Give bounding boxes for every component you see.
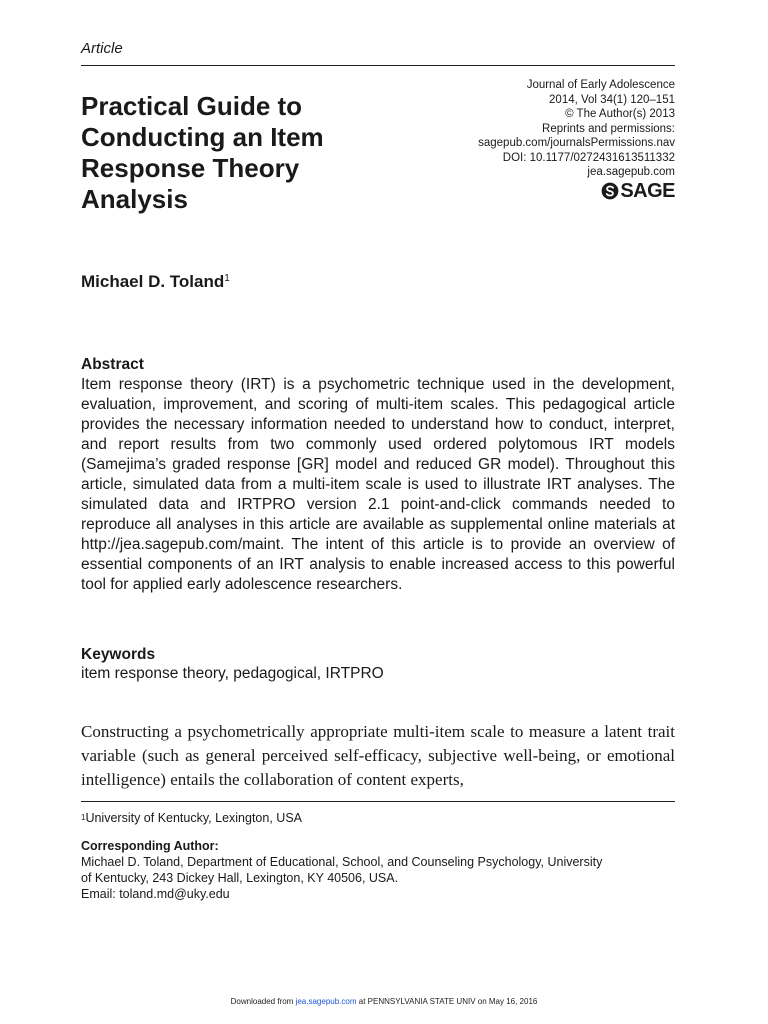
permissions-link[interactable]: sagepub.com/journalsPermissions.nav [478,137,675,149]
copyright-notice: © The Author(s) 2013 [565,108,675,120]
journal-volume: 2014, Vol 34(1) 120–151 [549,93,675,106]
body-paragraph: Constructing a psychometrically appropriate multi-item scale to measure a latent trait variable (such as general perceived self-efficacy, subjective well-being, or emotional intelligence) entails the collaboration of content experts, [81,722,675,789]
download-notice-suffix: at PENNSYLVANIA STATE UNIV on May 16, 2016 [358,997,538,1006]
corresponding-address-line-2: of Kentucky, 243 Dickey Hall, Lexington, KY 40506, USA. [81,871,399,885]
keywords-heading: Keywords [81,646,156,663]
abstract-heading: Abstract [81,356,144,373]
download-source-link[interactable]: jea.sagepub.com [295,997,357,1006]
journal-site-link[interactable]: jea.sagepub.com [587,166,675,178]
sage-logo [478,181,675,201]
header-rule [81,65,675,66]
corresponding-author-heading: Corresponding Author: [81,839,219,853]
journal-name: Journal of Early Adolescence [526,79,675,91]
affiliation-text: University of Kentucky, Lexington, USA [85,811,302,825]
abstract-text: Item response theory (IRT) is a psychometric technique used in the development, evaluation, improvement, and scoring of multi-item scales. This pedagogical article provides the necessary information needed to understand how to conduct, interpret, and report results from two commonly used ordered polytomous IRT models (Samejima’s graded response [GR] model and reduced GR model). Throughout this article, simulated data from a multi-item scale is used to illustrate IRT analyses. The simulated data and IRTPRO version 2.1 point-and-click commands needed to reproduce all analyses in this article are available as supplemental online materials at http://jea.sagepub.com/maint. The intent of this article is to provide an overview of essential components of an IRT analysis to enable increased access to this powerful tool for applied early adolescence researchers. [81,376,675,593]
footnote-rule [81,801,675,802]
affiliation-footnote-marker: 1 [81,813,86,822]
journal-info [478,78,675,201]
sage-wordmark: SAGE [620,179,675,202]
corresponding-email[interactable]: Email: toland.md@uky.edu [81,887,230,901]
article-title: Practical Guide to Conducting an Item Response Theory Analysis [81,91,324,214]
author-name-text: Michael D. Toland [81,272,225,291]
sage-s-logo-icon [601,182,619,200]
reprints-label: Reprints and permissions: [542,122,675,135]
corresponding-address-line-1: Michael D. Toland, Department of Educational, School, and Counseling Psychology, University [81,855,603,869]
download-notice [0,997,768,1006]
article-type-label: Article [81,40,123,57]
affiliation-footnote [81,810,681,826]
author-name [81,272,230,292]
footnotes [81,810,681,902]
author-affiliation-marker: 1 [224,273,230,284]
download-notice-prefix: Downloaded from [230,997,294,1006]
keywords-text: item response theory, pedagogical, IRTPRO [81,665,384,682]
doi[interactable]: DOI: 10.1177/0272431613511332 [502,151,675,164]
